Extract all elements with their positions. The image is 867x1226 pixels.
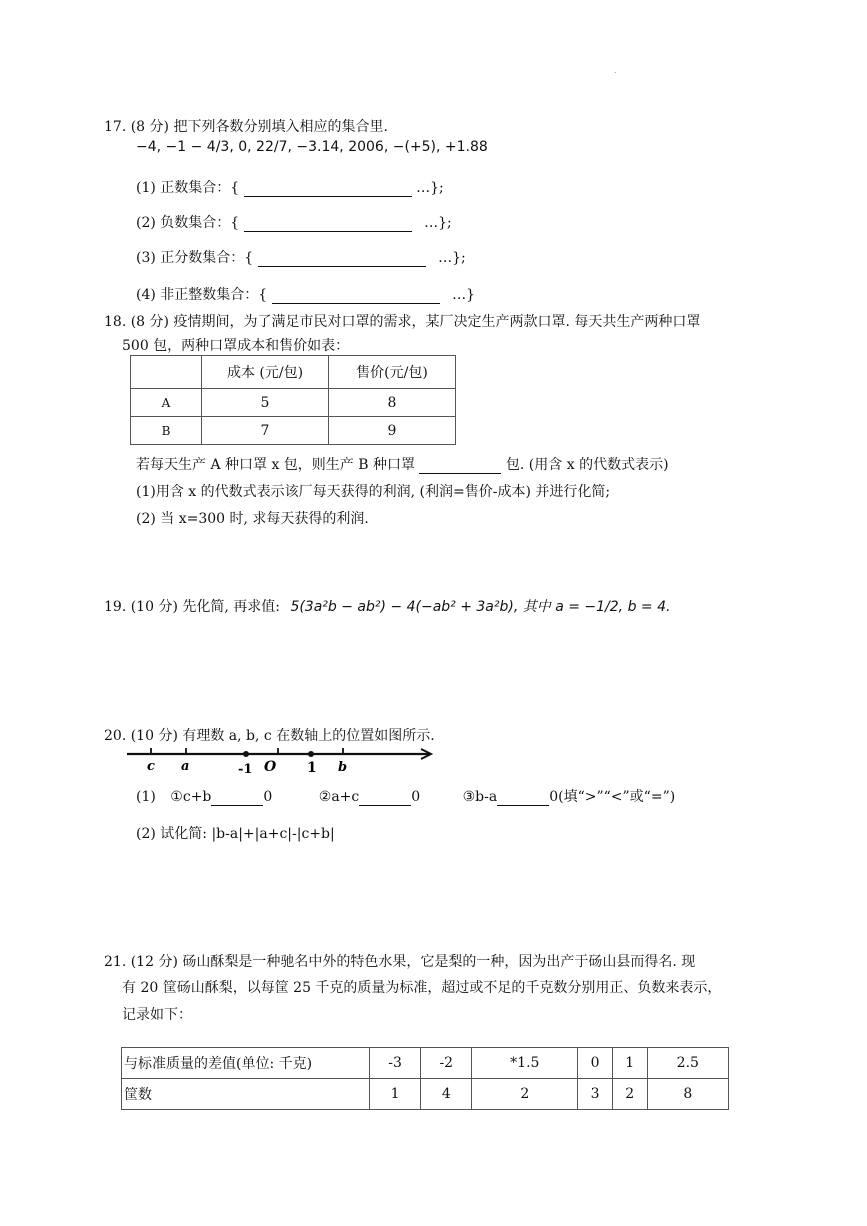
zero: 0: [549, 789, 559, 805]
table-cell: 2: [612, 1079, 647, 1110]
q17-item-4: [136, 284, 475, 304]
label-b: b: [338, 760, 348, 774]
label-a: a: [181, 759, 190, 774]
table-cell: B: [131, 417, 202, 445]
table-cell: 3: [578, 1079, 613, 1110]
label-one: 1: [307, 760, 317, 774]
q20-heading: 20. (10 分) 有理数 a, b, c 在数轴上的位置如图所示.: [104, 728, 435, 744]
answer-blank[interactable]: [497, 791, 549, 806]
q17-item-end: …};: [424, 215, 452, 231]
table-header: 售价(元/包): [329, 356, 456, 389]
table-header: 成本 (元/包): [202, 356, 329, 389]
q18-price-table: [130, 355, 456, 445]
q20-fill-hint: (填“>”“<”或“=”): [558, 789, 676, 805]
q18-part1: (1)用含 x 的代数式表示该厂每天获得的利润, (利润=售价-成本) 并进行化简;: [136, 484, 611, 500]
table-cell: 1: [612, 1048, 647, 1079]
answer-blank[interactable]: [419, 459, 501, 474]
point-minus-one: [243, 751, 249, 757]
q17-item-1: [136, 177, 444, 197]
q18-heading-cont: 500 包，两种口罩成本和售价如表：: [122, 338, 350, 354]
table-cell: 8: [329, 389, 456, 417]
q17-item-end: …};: [416, 180, 444, 196]
q18-line1: [136, 454, 669, 474]
table-cell: 2: [472, 1079, 578, 1110]
table-cell: 8: [647, 1079, 728, 1110]
q19-expression: 5(3a²b − ab²) − 4(−ab² + 3a²b), 其中 a = −1/2, b = 4.: [290, 599, 671, 615]
label-origin: O: [264, 759, 277, 774]
q21-record-table: [121, 1047, 729, 1110]
table-cell: 0: [578, 1048, 613, 1079]
q20-compare-2: ②a+c: [318, 789, 360, 805]
q18-part2: (2) 当 x=300 时, 求每天获得的利润.: [136, 511, 369, 527]
q17-item-label: (4) 非正整数集合：{: [136, 287, 268, 303]
answer-blank[interactable]: [258, 252, 426, 267]
table-cell: 5: [202, 389, 329, 417]
corner-dot: .: [614, 66, 617, 75]
table-cell: A: [131, 389, 202, 417]
q18-line1-tail: 包. (用含 x 的代数式表示): [505, 457, 669, 473]
table-cell: 2.5: [647, 1048, 728, 1079]
label-minus-one: -1: [238, 762, 253, 774]
answer-blank[interactable]: [272, 289, 440, 304]
table-cell: 1: [370, 1079, 421, 1110]
table-cell: 9: [329, 417, 456, 445]
zero: 0: [411, 789, 421, 805]
number-line: [125, 744, 437, 774]
q17-item-end: …};: [438, 250, 466, 266]
table-cell: -3: [370, 1048, 421, 1079]
q20-part1-label: (1): [136, 789, 156, 805]
q19-heading: [104, 596, 670, 616]
table-cell: *1.5: [472, 1048, 578, 1079]
point-one: [308, 751, 314, 757]
q21-line1: 21. (12 分) 砀山酥梨是一种驰名中外的特色水果，它是梨的一种，因为出产于砀山县而得名. 现: [104, 954, 696, 970]
q17-numbers: [136, 139, 488, 155]
q17-numbers-text: −4, −1 − 4/3, 0, 22/7, −3.14, 2006, −(+5), +1.88: [136, 139, 488, 155]
q17-item-label: (2) 负数集合：{: [136, 215, 240, 231]
q17-item-3: [136, 247, 466, 267]
answer-blank[interactable]: [359, 791, 411, 806]
q20-part2: (2) 试化简: |b-a|+|a+c|-|c+b|: [136, 826, 335, 842]
q21-line2: 有 20 筐砀山酥梨，以每筐 25 千克的质量为标准，超过或不足的千克数分别用正、负数来表示，: [122, 980, 722, 996]
label-c: c: [147, 759, 155, 774]
q18-line1-text: 若每天生产 A 种口罩 x 包，则生产 B 种口罩: [136, 457, 415, 473]
q17-item-label: (3) 正分数集合：{: [136, 250, 254, 266]
table-cell: -2: [421, 1048, 472, 1079]
q21-line3: 记录如下：: [122, 1007, 192, 1023]
q17-item-2: [136, 212, 452, 232]
zero: 0: [263, 789, 273, 805]
table-cell: [131, 356, 202, 389]
q20-compare-3: ③b-a: [462, 789, 498, 805]
q19-heading-text: 19. (10 分) 先化简, 再求值:: [104, 599, 280, 615]
table-cell: 4: [421, 1079, 472, 1110]
table-row-label: 与标准质量的差值(单位: 千克): [122, 1048, 370, 1079]
answer-blank[interactable]: [244, 182, 412, 197]
q17-heading: 17. (8 分) 把下列各数分别填入相应的集合里.: [104, 119, 388, 135]
answer-blank[interactable]: [244, 217, 412, 232]
q20-compare-1: ①c+b: [170, 789, 212, 805]
q20-part1: [136, 786, 675, 806]
table-cell: 7: [202, 417, 329, 445]
q17-item-end: …}: [452, 287, 476, 303]
q17-item-label: (1) 正数集合：{: [136, 180, 240, 196]
table-row-label: 筐数: [122, 1079, 370, 1110]
q18-heading: 18. (8 分) 疫情期间，为了满足市民对口罩的需求，某厂决定生产两款口罩. 每天共生产两种口罩: [104, 314, 701, 330]
answer-blank[interactable]: [211, 791, 263, 806]
